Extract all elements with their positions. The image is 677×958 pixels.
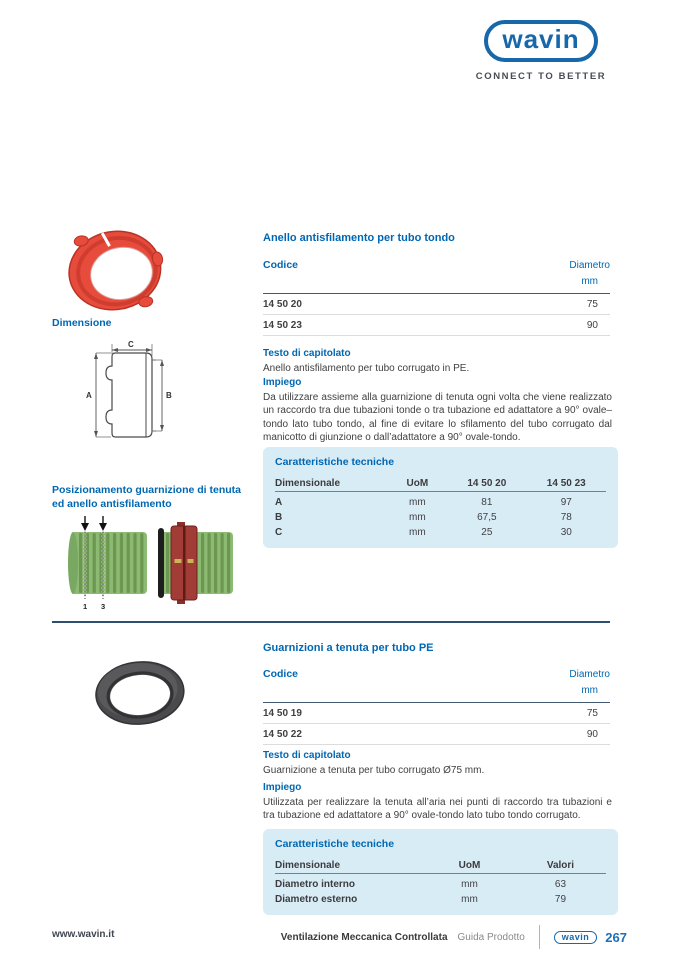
wavin-logo [484, 20, 597, 62]
product-code: 14 50 20 [263, 298, 302, 310]
unit-mm: mm [263, 682, 610, 703]
section1-tech-table [263, 447, 618, 548]
red-ring-on-pipe [171, 522, 197, 604]
tech-row-b: B mm 67,5 78 [275, 512, 572, 523]
col-code-1: 14 50 20 [467, 477, 507, 489]
col-dimensionale: Dimensionale [275, 859, 341, 871]
table-row [263, 315, 610, 336]
col-code-2: 14 50 23 [546, 477, 586, 489]
col-valori: Valori [546, 859, 575, 871]
table-row [263, 294, 610, 315]
tech-row-diametro-interno: Diametro interno mm 63 [275, 879, 567, 890]
impiego-heading: Impiego [263, 782, 302, 793]
diametro-header: Diametro [569, 669, 610, 680]
positioning-label: Posizionamento guarnizione di tenuta ed anello antisfilamento [52, 484, 242, 510]
section1-codice-table [263, 259, 610, 336]
dim-label-c: C [128, 340, 134, 349]
footer-right [281, 925, 627, 949]
impiego-heading: Impiego [263, 377, 302, 388]
product-code: 14 50 22 [263, 728, 302, 740]
red-ring-product-image [56, 224, 180, 318]
page-number: 267 [605, 929, 627, 945]
pipe-marker-3: 3 [101, 602, 106, 610]
tech-row-diametro-esterno: Diametro esterno mm 79 [275, 894, 567, 905]
section1-title: Anello antisfilamento per tubo tondo [263, 232, 455, 244]
gasket-on-pipe [158, 528, 164, 598]
tech-table-title: Caratteristiche tecniche [275, 456, 395, 468]
col-uom: UoM [406, 477, 429, 489]
brand-tagline: CONNECT TO BETTER [475, 70, 607, 82]
section1-impiego [263, 376, 612, 445]
section1-capitolato [263, 347, 612, 375]
unit-mm: mm [263, 273, 610, 294]
pipe-marker-1: 1 [83, 602, 88, 610]
product-code: 14 50 19 [263, 707, 302, 719]
footer-divider [539, 925, 540, 949]
gasket-product-image [85, 650, 195, 738]
capitolato-heading: Testo di capitolato [263, 750, 351, 761]
codice-header: Codice [263, 668, 299, 680]
section-divider [52, 621, 610, 623]
dim-label-b: B [166, 391, 172, 400]
section2-codice-table [263, 668, 610, 745]
capitolato-heading: Testo di capitolato [263, 348, 351, 359]
diameter-value: 75 [586, 298, 598, 310]
section2-impiego [263, 781, 612, 823]
section2-capitolato [263, 749, 612, 777]
codice-header: Codice [263, 259, 299, 271]
pipes-positioning-image [55, 512, 240, 610]
col-dimensionale: Dimensionale [275, 477, 341, 489]
footer-doc-title: Ventilazione Meccanica Controllata [280, 931, 448, 943]
diameter-value: 90 [586, 728, 598, 740]
capitolato-text: Guarnizione a tenuta per tubo corrugato Ø75 mm. [263, 764, 485, 776]
dimension-label: Dimensione [52, 317, 112, 329]
footer-website: www.wavin.it [52, 929, 115, 940]
footer-doc-subtitle: Guida Prodotto [457, 931, 525, 943]
dim-label-a: A [86, 391, 92, 400]
col-uom: UoM [458, 859, 481, 871]
diameter-value: 90 [586, 319, 598, 331]
tech-table-header-row [275, 857, 606, 874]
diameter-value: 75 [586, 707, 598, 719]
product-code: 14 50 23 [263, 319, 302, 331]
diametro-header: Diametro [569, 260, 610, 271]
footer-wavin-logo: wavin [554, 931, 598, 944]
section2-tech-table [263, 829, 618, 915]
wavin-logo-text: wavin [502, 24, 580, 54]
table-row [263, 703, 610, 724]
table-row [263, 724, 610, 745]
tech-table-title: Caratteristiche tecniche [275, 838, 395, 850]
dimension-drawing [82, 340, 177, 448]
impiego-text: Utilizzata per realizzare la tenuta all’aria nei punti di raccordo tra tubazioni e tra tubazione ed adattatore a 90° ovale-tondo lato tubo tondo corrugato. [263, 796, 612, 821]
section2-title: Guarnizioni a tenuta per tubo PE [263, 642, 434, 654]
tech-table-header-row [275, 475, 606, 492]
impiego-text: Da utilizzare assieme alla guarnizione di tenuta ogni volta che viene realizzato un raccordo tra due tubazioni tonde o tra tubazione ed adattatore a 90° ovale–tondo lato tubo tondo, al fine di evitare lo sfilamento del tubo corrugato dal manicotto di giunzione o dall’adattatore a 90° ovale-tondo. [263, 391, 612, 443]
tech-row-c: C mm 25 30 [275, 527, 572, 538]
tech-row-a: A mm 81 97 [275, 497, 572, 508]
brand-header [467, 20, 615, 82]
capitolato-text: Anello antisfilamento per tubo corrugato in PE. [263, 362, 470, 374]
